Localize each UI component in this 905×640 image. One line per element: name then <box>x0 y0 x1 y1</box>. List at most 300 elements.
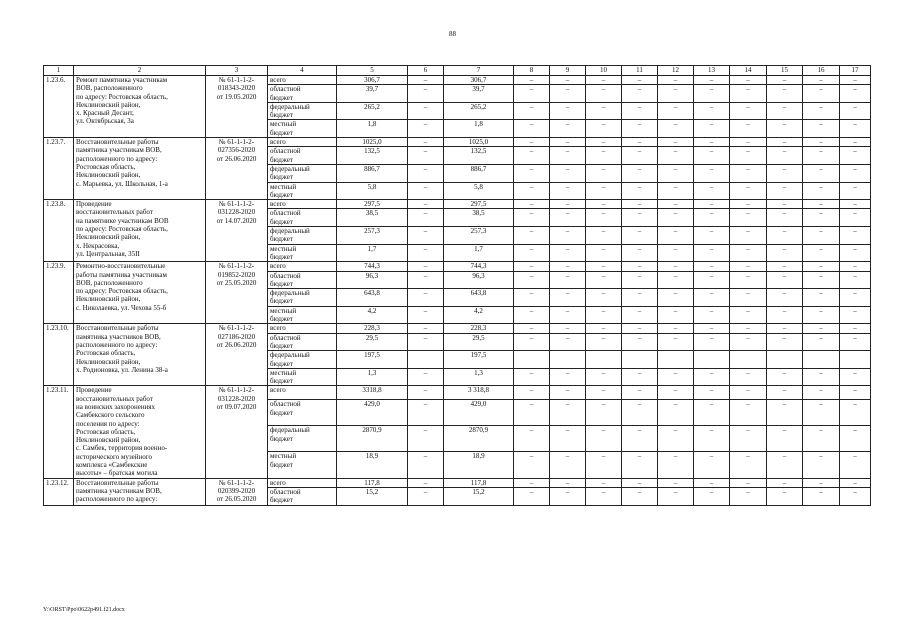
amount-cell: – <box>408 262 444 271</box>
year-amount-cell: – <box>840 244 871 262</box>
year-amount-cell: – <box>658 200 694 209</box>
year-amount-cell: – <box>767 85 803 103</box>
item-description: Восстановительные работы памятника участникам ВОВ, расположенного по адресу: Ростовская область, Неклиновский район, с. Марьевка, ул. Школьная, 1-а <box>74 138 206 200</box>
year-amount-cell: – <box>730 452 767 478</box>
year-amount-cell: – <box>694 102 730 120</box>
year-amount-cell: – <box>694 262 730 271</box>
year-amount-cell: – <box>767 102 803 120</box>
year-amount-cell: – <box>840 271 871 289</box>
amount-cell: 132,5 <box>444 147 514 165</box>
funding-source: федеральный бюджет <box>268 351 337 369</box>
year-amount-cell: – <box>658 452 694 478</box>
year-amount-cell: – <box>840 400 871 426</box>
funding-source: федеральный бюджет <box>268 164 337 182</box>
column-header: 14 <box>730 66 767 76</box>
year-amount-cell <box>694 351 730 369</box>
year-amount-cell: – <box>767 271 803 289</box>
year-amount-cell: – <box>514 209 550 227</box>
item-description: Проведение восстановительных работ на воинских захоронениях Самбекского сельского поселения по адресу: Ростовская область, Неклиновский район, с. Самбек, территория военно- исторического музейного комплекса «Самбекские высоты» – братская могила <box>74 386 206 478</box>
year-amount-cell: – <box>658 138 694 147</box>
year-amount-cell: – <box>730 102 767 120</box>
amount-cell: – <box>408 289 444 307</box>
funding-source: местный бюджет <box>268 452 337 478</box>
year-amount-cell: – <box>803 182 840 200</box>
year-amount-cell: – <box>622 400 658 426</box>
funding-source: федеральный бюджет <box>268 426 337 452</box>
amount-cell: 197,5 <box>444 351 514 369</box>
year-amount-cell: – <box>730 138 767 147</box>
year-amount-cell: – <box>730 306 767 324</box>
year-amount-cell: – <box>658 306 694 324</box>
year-amount-cell: – <box>586 324 622 333</box>
year-amount-cell: – <box>658 271 694 289</box>
year-amount-cell: – <box>803 426 840 452</box>
item-description: Восстановительные работы памятника участникам ВОВ, расположенного по адресу: <box>74 478 206 505</box>
year-amount-cell: – <box>767 147 803 165</box>
year-amount-cell: – <box>514 306 550 324</box>
column-header: 10 <box>586 66 622 76</box>
year-amount-cell: – <box>658 368 694 386</box>
amount-cell: 39,7 <box>444 85 514 103</box>
year-amount-cell: – <box>840 426 871 452</box>
year-amount-cell: – <box>622 333 658 351</box>
year-amount-cell: – <box>694 271 730 289</box>
year-amount-cell: – <box>767 426 803 452</box>
funding-source: областной бюджет <box>268 271 337 289</box>
year-amount-cell: – <box>803 164 840 182</box>
year-amount-cell: – <box>550 182 586 200</box>
amount-cell: 2870,9 <box>337 426 408 452</box>
year-amount-cell: – <box>586 182 622 200</box>
year-amount-cell: – <box>658 76 694 85</box>
year-amount-cell: – <box>840 138 871 147</box>
year-amount-cell: – <box>767 76 803 85</box>
registration-number: № 61-1-1-2- 020399-2020 от 26.05.2020 <box>206 478 268 505</box>
year-amount-cell: – <box>514 164 550 182</box>
year-amount-cell: – <box>514 200 550 209</box>
year-amount-cell: – <box>514 452 550 478</box>
year-amount-cell: – <box>658 262 694 271</box>
amount-cell: 265,2 <box>337 102 408 120</box>
year-amount-cell: – <box>767 262 803 271</box>
year-amount-cell: – <box>840 306 871 324</box>
year-amount-cell: – <box>840 200 871 209</box>
year-amount-cell: – <box>730 227 767 245</box>
year-amount-cell: – <box>622 324 658 333</box>
column-header: 3 <box>206 66 268 76</box>
year-amount-cell: – <box>658 85 694 103</box>
amount-cell: 306,7 <box>337 76 408 85</box>
funding-source: всего <box>268 200 337 209</box>
year-amount-cell: – <box>550 85 586 103</box>
year-amount-cell: – <box>694 164 730 182</box>
funding-source: областной бюджет <box>268 85 337 103</box>
year-amount-cell: – <box>767 452 803 478</box>
year-amount-cell: – <box>803 227 840 245</box>
amount-cell: 117,8 <box>444 478 514 487</box>
year-amount-cell: – <box>586 386 622 400</box>
year-amount-cell: – <box>694 306 730 324</box>
year-amount-cell <box>767 351 803 369</box>
year-amount-cell: – <box>622 368 658 386</box>
year-amount-cell: – <box>694 182 730 200</box>
year-amount-cell: – <box>658 147 694 165</box>
year-amount-cell: – <box>840 120 871 138</box>
year-amount-cell: – <box>694 120 730 138</box>
year-amount-cell: – <box>840 333 871 351</box>
year-amount-cell: – <box>803 85 840 103</box>
year-amount-cell: – <box>586 333 622 351</box>
funding-source: всего <box>268 478 337 487</box>
year-amount-cell: – <box>550 400 586 426</box>
year-amount-cell: – <box>622 76 658 85</box>
year-amount-cell: – <box>840 324 871 333</box>
year-amount-cell: – <box>694 400 730 426</box>
year-amount-cell: – <box>550 262 586 271</box>
year-amount-cell: – <box>586 400 622 426</box>
amount-cell: 1025,0 <box>337 138 408 147</box>
year-amount-cell: – <box>840 487 871 505</box>
amount-cell: – <box>408 271 444 289</box>
year-amount-cell: – <box>550 164 586 182</box>
year-amount-cell: – <box>586 102 622 120</box>
year-amount-cell: – <box>840 262 871 271</box>
amount-cell: 38,5 <box>337 209 408 227</box>
year-amount-cell: – <box>586 227 622 245</box>
year-amount-cell: – <box>840 289 871 307</box>
budget-table <box>43 65 871 506</box>
year-amount-cell: – <box>586 164 622 182</box>
column-header: 11 <box>622 66 658 76</box>
amount-cell: 38,5 <box>444 209 514 227</box>
year-amount-cell: – <box>622 120 658 138</box>
year-amount-cell: – <box>550 102 586 120</box>
table-row <box>44 386 871 400</box>
year-amount-cell: – <box>694 478 730 487</box>
year-amount-cell: – <box>694 333 730 351</box>
year-amount-cell: – <box>730 200 767 209</box>
amount-cell: 4,2 <box>444 306 514 324</box>
year-amount-cell <box>622 351 658 369</box>
amount-cell: – <box>408 200 444 209</box>
year-amount-cell: – <box>730 120 767 138</box>
year-amount-cell: – <box>586 487 622 505</box>
year-amount-cell: – <box>658 487 694 505</box>
amount-cell: – <box>408 85 444 103</box>
item-number: 1.23.8. <box>44 200 74 262</box>
year-amount-cell: – <box>622 426 658 452</box>
funding-source: областной бюджет <box>268 400 337 426</box>
year-amount-cell: – <box>840 386 871 400</box>
year-amount-cell: – <box>803 200 840 209</box>
year-amount-cell: – <box>767 138 803 147</box>
column-number-header-row <box>44 66 871 76</box>
year-amount-cell: – <box>730 271 767 289</box>
year-amount-cell: – <box>730 333 767 351</box>
year-amount-cell <box>514 351 550 369</box>
year-amount-cell: – <box>550 227 586 245</box>
amount-cell: – <box>408 120 444 138</box>
year-amount-cell: – <box>803 452 840 478</box>
year-amount-cell: – <box>622 138 658 147</box>
page-number: 88 <box>449 30 456 38</box>
amount-cell: 257,3 <box>444 227 514 245</box>
year-amount-cell: – <box>514 262 550 271</box>
year-amount-cell: – <box>730 289 767 307</box>
year-amount-cell: – <box>694 227 730 245</box>
year-amount-cell: – <box>586 452 622 478</box>
item-description: Ремонтно-восстановительные работы памятника участникам ВОВ, расположенного по адресу: Ростовская область, Неклиновский район, с. Николаевка, ул. Чехова 55-б <box>74 262 206 324</box>
amount-cell: – <box>408 182 444 200</box>
registration-number: № 61-1-1-2- 031228-2020 от 09.07.2020 <box>206 386 268 478</box>
amount-cell: – <box>408 452 444 478</box>
year-amount-cell: – <box>622 182 658 200</box>
year-amount-cell: – <box>514 102 550 120</box>
year-amount-cell: – <box>803 120 840 138</box>
item-number: 1.23.7. <box>44 138 74 200</box>
year-amount-cell: – <box>840 85 871 103</box>
year-amount-cell <box>840 351 871 369</box>
year-amount-cell <box>550 351 586 369</box>
item-number: 1.23.11. <box>44 386 74 478</box>
year-amount-cell: – <box>694 85 730 103</box>
year-amount-cell: – <box>730 324 767 333</box>
year-amount-cell: – <box>550 306 586 324</box>
table-row <box>44 200 871 209</box>
year-amount-cell: – <box>514 386 550 400</box>
year-amount-cell: – <box>730 76 767 85</box>
amount-cell: 1,8 <box>337 120 408 138</box>
year-amount-cell: – <box>694 209 730 227</box>
amount-cell: 228,3 <box>337 324 408 333</box>
item-number: 1.23.12. <box>44 478 74 505</box>
year-amount-cell: – <box>767 386 803 400</box>
amount-cell: 96,3 <box>337 271 408 289</box>
amount-cell: – <box>408 102 444 120</box>
year-amount-cell: – <box>550 200 586 209</box>
year-amount-cell: – <box>694 244 730 262</box>
year-amount-cell: – <box>658 164 694 182</box>
year-amount-cell: – <box>622 262 658 271</box>
year-amount-cell: – <box>550 333 586 351</box>
year-amount-cell: – <box>550 452 586 478</box>
year-amount-cell <box>586 351 622 369</box>
year-amount-cell: – <box>586 120 622 138</box>
column-header: 13 <box>694 66 730 76</box>
amount-cell: 18,9 <box>444 452 514 478</box>
amount-cell: – <box>408 324 444 333</box>
year-amount-cell: – <box>694 147 730 165</box>
year-amount-cell: – <box>622 289 658 307</box>
amount-cell: – <box>408 333 444 351</box>
year-amount-cell: – <box>622 209 658 227</box>
year-amount-cell: – <box>550 209 586 227</box>
amount-cell: 1,8 <box>444 120 514 138</box>
year-amount-cell: – <box>730 147 767 165</box>
year-amount-cell: – <box>730 85 767 103</box>
year-amount-cell: – <box>514 368 550 386</box>
year-amount-cell <box>730 351 767 369</box>
year-amount-cell: – <box>803 289 840 307</box>
year-amount-cell: – <box>803 487 840 505</box>
year-amount-cell: – <box>658 209 694 227</box>
amount-cell: – <box>408 487 444 505</box>
year-amount-cell: – <box>767 487 803 505</box>
amount-cell: 1,3 <box>337 368 408 386</box>
year-amount-cell: – <box>550 138 586 147</box>
year-amount-cell: – <box>803 386 840 400</box>
column-header: 6 <box>408 66 444 76</box>
year-amount-cell: – <box>730 182 767 200</box>
table-row <box>44 478 871 487</box>
amount-cell: 257,3 <box>337 227 408 245</box>
year-amount-cell: – <box>840 147 871 165</box>
column-header: 1 <box>44 66 74 76</box>
item-description: Ремонт памятника участникам ВОВ, расположенного по адресу: Ростовская область, Неклиновский район, х. Красный Десант, ул. Октябрьская, 3а <box>74 76 206 138</box>
amount-cell: 15,2 <box>444 487 514 505</box>
year-amount-cell: – <box>658 426 694 452</box>
amount-cell: – <box>408 306 444 324</box>
year-amount-cell: – <box>658 120 694 138</box>
year-amount-cell: – <box>803 244 840 262</box>
year-amount-cell: – <box>840 227 871 245</box>
year-amount-cell: – <box>550 289 586 307</box>
amount-cell: 1,7 <box>444 244 514 262</box>
column-header: 12 <box>658 66 694 76</box>
amount-cell: 228,3 <box>444 324 514 333</box>
year-amount-cell: – <box>658 289 694 307</box>
funding-source: областной бюджет <box>268 487 337 505</box>
amount-cell: 2870,9 <box>444 426 514 452</box>
year-amount-cell: – <box>550 478 586 487</box>
year-amount-cell: – <box>730 368 767 386</box>
year-amount-cell: – <box>840 102 871 120</box>
year-amount-cell: – <box>694 200 730 209</box>
file-path-footer: Y:\ORST\Ppo\0622p491.f21.docx <box>43 607 125 613</box>
column-header: 9 <box>550 66 586 76</box>
year-amount-cell: – <box>767 244 803 262</box>
year-amount-cell: – <box>840 209 871 227</box>
column-header: 7 <box>444 66 514 76</box>
column-header: 8 <box>514 66 550 76</box>
year-amount-cell: – <box>586 289 622 307</box>
year-amount-cell: – <box>658 333 694 351</box>
amount-cell: 132,5 <box>337 147 408 165</box>
funding-source: местный бюджет <box>268 368 337 386</box>
funding-source: местный бюджет <box>268 120 337 138</box>
year-amount-cell: – <box>694 426 730 452</box>
amount-cell: – <box>408 244 444 262</box>
year-amount-cell: – <box>803 138 840 147</box>
year-amount-cell: – <box>586 368 622 386</box>
amount-cell: 643,8 <box>337 289 408 307</box>
year-amount-cell: – <box>514 244 550 262</box>
year-amount-cell: – <box>767 227 803 245</box>
amount-cell: – <box>408 164 444 182</box>
year-amount-cell: – <box>550 324 586 333</box>
year-amount-cell <box>803 351 840 369</box>
year-amount-cell: – <box>730 244 767 262</box>
table-row <box>44 262 871 271</box>
amount-cell: – <box>408 138 444 147</box>
year-amount-cell: – <box>586 306 622 324</box>
year-amount-cell: – <box>586 478 622 487</box>
year-amount-cell: – <box>730 209 767 227</box>
amount-cell: 117,8 <box>337 478 408 487</box>
amount-cell: – <box>408 478 444 487</box>
funding-source: федеральный бюджет <box>268 227 337 245</box>
year-amount-cell: – <box>803 76 840 85</box>
funding-source: всего <box>268 324 337 333</box>
funding-source: местный бюджет <box>268 306 337 324</box>
column-header: 4 <box>268 66 337 76</box>
amount-cell: – <box>408 76 444 85</box>
year-amount-cell: – <box>730 262 767 271</box>
funding-source: федеральный бюджет <box>268 102 337 120</box>
amount-cell: – <box>408 400 444 426</box>
registration-number: № 61-1-1-2- 027356-2020 от 26.06.2020 <box>206 138 268 200</box>
year-amount-cell: – <box>694 386 730 400</box>
year-amount-cell: – <box>622 102 658 120</box>
year-amount-cell: – <box>658 400 694 426</box>
year-amount-cell: – <box>514 227 550 245</box>
year-amount-cell: – <box>694 76 730 85</box>
amount-cell: 886,7 <box>337 164 408 182</box>
year-amount-cell: – <box>840 76 871 85</box>
year-amount-cell: – <box>658 227 694 245</box>
year-amount-cell: – <box>514 271 550 289</box>
year-amount-cell: – <box>730 426 767 452</box>
year-amount-cell: – <box>622 478 658 487</box>
amount-cell: 1,3 <box>444 368 514 386</box>
table-row <box>44 138 871 147</box>
amount-cell: – <box>408 147 444 165</box>
amount-cell <box>408 351 444 369</box>
year-amount-cell: – <box>803 147 840 165</box>
amount-cell: – <box>408 426 444 452</box>
year-amount-cell: – <box>550 271 586 289</box>
year-amount-cell: – <box>694 487 730 505</box>
year-amount-cell: – <box>840 368 871 386</box>
year-amount-cell: – <box>514 324 550 333</box>
column-header: 15 <box>767 66 803 76</box>
year-amount-cell: – <box>622 487 658 505</box>
item-number: 1.23.9. <box>44 262 74 324</box>
amount-cell: 429,0 <box>337 400 408 426</box>
year-amount-cell: – <box>586 200 622 209</box>
year-amount-cell: – <box>658 102 694 120</box>
year-amount-cell: – <box>803 400 840 426</box>
year-amount-cell: – <box>803 271 840 289</box>
amount-cell: 5,8 <box>444 182 514 200</box>
year-amount-cell: – <box>622 147 658 165</box>
amount-cell: 265,2 <box>444 102 514 120</box>
amount-cell: 306,7 <box>444 76 514 85</box>
year-amount-cell: – <box>767 306 803 324</box>
amount-cell: 96,3 <box>444 271 514 289</box>
amount-cell: 297,5 <box>337 200 408 209</box>
year-amount-cell: – <box>586 209 622 227</box>
column-header: 16 <box>803 66 840 76</box>
amount-cell: 297,5 <box>444 200 514 209</box>
year-amount-cell: – <box>622 164 658 182</box>
year-amount-cell: – <box>514 426 550 452</box>
year-amount-cell: – <box>658 386 694 400</box>
amount-cell: 3 318,8 <box>444 386 514 400</box>
amount-cell: – <box>408 368 444 386</box>
year-amount-cell: – <box>803 306 840 324</box>
amount-cell: 29,5 <box>444 333 514 351</box>
